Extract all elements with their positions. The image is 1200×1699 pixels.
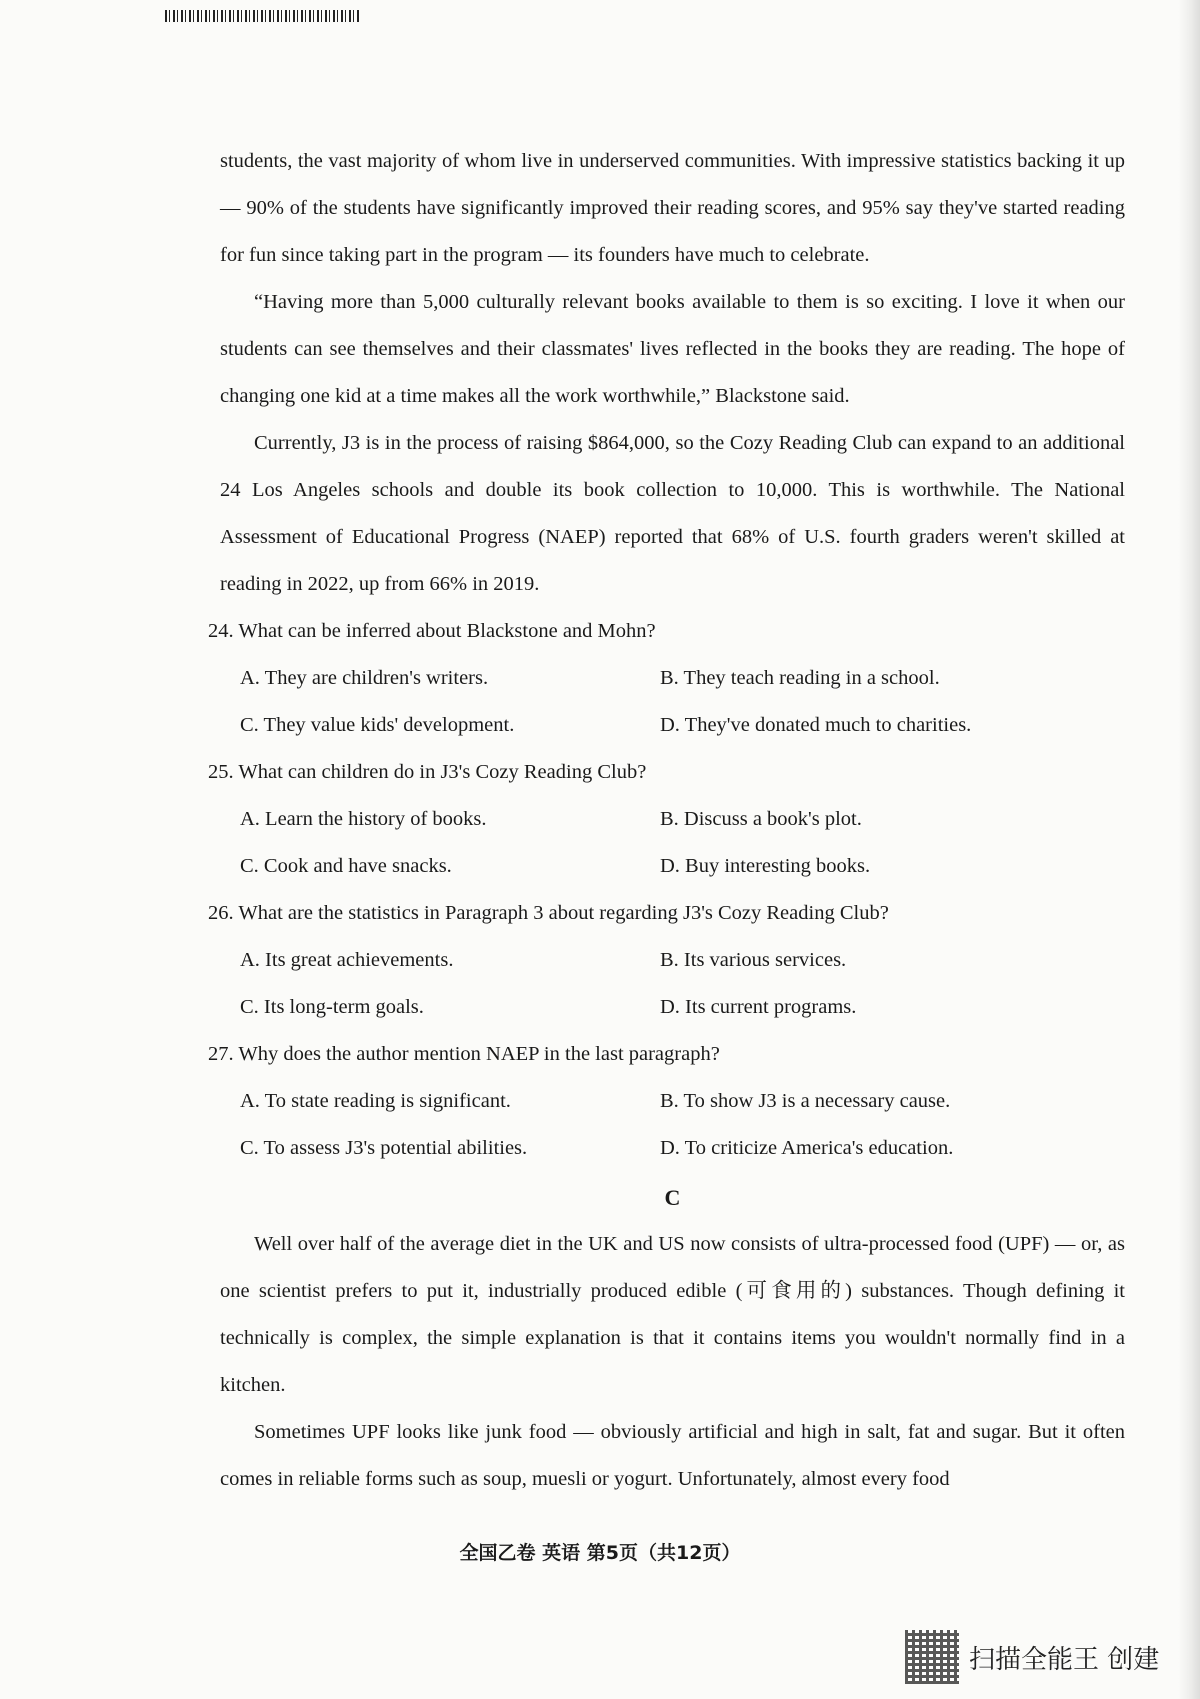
paragraph: Currently, J3 is in the process of raising $864,000, so the Cozy Reading Club can expand to an additional 24 Los Angeles schools and double its book collection to 10,000. This is worthwhile. The National Assessment of Educational Progress (NAEP) reported that 68% of U.S. fourth graders weren't skilled at reading in 2022, up from 66% in 2019.	[220, 432, 1125, 595]
option-c: C. To assess J3's potential abilities.	[240, 1137, 528, 1159]
watermark-text: 扫描全能王 创建	[969, 1644, 1160, 1675]
question-24	[208, 608, 1125, 749]
option-b: B. To show J3 is a necessary cause.	[660, 1090, 951, 1112]
option-d: D. To criticize America's education.	[660, 1137, 954, 1159]
question-25	[208, 749, 1125, 890]
question-stem: 26. What are the statistics in Paragraph 3 about regarding J3's Cozy Reading Club?	[208, 902, 889, 924]
question-27	[208, 1031, 1125, 1172]
option-b: B. They teach reading in a school.	[660, 667, 940, 689]
question-stem: 25. What can children do in J3's Cozy Reading Club?	[208, 761, 647, 783]
paragraph: Sometimes UPF looks like junk food — obviously artificial and high in salt, fat and sugar. But it often comes in reliable forms such as soup, muesli or yogurt. Unfortunately, almost every food	[220, 1421, 1125, 1490]
option-d: D. They've donated much to charities.	[660, 714, 972, 736]
page-content	[208, 138, 1125, 1503]
scanner-watermark	[905, 1630, 1159, 1684]
barcode	[165, 10, 360, 22]
option-b: B. Discuss a book's plot.	[660, 808, 862, 830]
option-c: C. They value kids' development.	[240, 714, 515, 736]
option-a: A. Learn the history of books.	[240, 808, 487, 830]
option-a: A. To state reading is significant.	[240, 1090, 511, 1112]
question-stem: 24. What can be inferred about Blackstone and Mohn?	[208, 620, 656, 642]
scan-edge-shadow	[1178, 0, 1200, 1699]
option-c: C. Its long-term goals.	[240, 996, 424, 1018]
section-heading: C	[664, 1185, 681, 1210]
question-stem: 27. Why does the author mention NAEP in the last paragraph?	[208, 1043, 720, 1065]
option-b: B. Its various services.	[660, 949, 847, 971]
option-d: D. Buy interesting books.	[660, 855, 871, 877]
option-d: D. Its current programs.	[660, 996, 857, 1018]
option-a: A. Its great achievements.	[240, 949, 454, 971]
qr-code-icon	[905, 1630, 959, 1684]
paragraph: Well over half of the average diet in the UK and US now consists of ultra-processed food (UPF) — or, as one scientist prefers to put it, industrially produced edible (可食用的) substances. Though defining it technically is complex, the simple explanation is that it contains items you wouldn't normally find in a kitchen.	[220, 1233, 1125, 1396]
paragraph: “Having more than 5,000 culturally relevant books available to them is so exciting. I love it when our students can see themselves and their classmates' lives reflected in the books they are reading. The hope of changing one kid at a time makes all the work worthwhile,” Blackstone said.	[220, 291, 1125, 407]
question-26	[208, 890, 1125, 1031]
option-c: C. Cook and have snacks.	[240, 855, 452, 877]
option-a: A. They are children's writers.	[240, 667, 489, 689]
paragraph: students, the vast majority of whom live in underserved communities. With impressive statistics backing it up — 90% of the students have significantly improved their reading scores, and 95% say they've started reading for fun since taking part in the program — its founders have much to celebrate.	[220, 150, 1125, 266]
page-footer: 全国乙卷 英语 第5页（共12页）	[459, 1542, 741, 1564]
